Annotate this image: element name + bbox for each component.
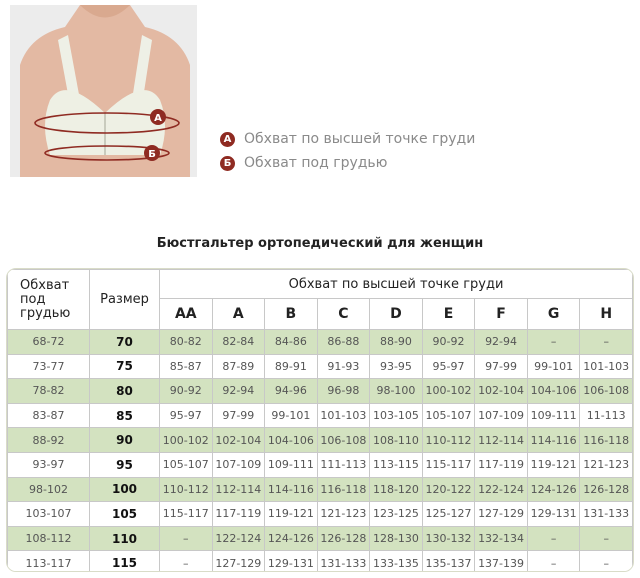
bust-range-cell: 120-122 — [422, 477, 475, 502]
table-row — [8, 403, 633, 428]
bust-range-cell: 127-129 — [475, 502, 528, 527]
table-row — [8, 551, 633, 572]
legend-label-underbust: Обхват под грудью — [244, 155, 388, 171]
band-size-cell: 80 — [90, 379, 160, 404]
cup-header: F — [475, 299, 528, 330]
bust-range-cell: 131-133 — [580, 502, 633, 527]
band-size-cell: 70 — [90, 330, 160, 355]
band-size-cell: 75 — [90, 354, 160, 379]
cup-header: C — [317, 299, 370, 330]
bust-range-cell: – — [580, 330, 633, 355]
bust-range-cell: 122-124 — [475, 477, 528, 502]
bust-range-cell: 103-105 — [370, 403, 423, 428]
bust-range-cell: 131-133 — [317, 551, 370, 572]
bust-range-cell: 112-114 — [475, 428, 528, 453]
header-underbust: Обхват под грудью — [8, 270, 90, 330]
bust-range-cell: 97-99 — [212, 403, 265, 428]
underbust-cell: 93-97 — [8, 452, 90, 477]
bust-range-cell: 121-123 — [580, 452, 633, 477]
bust-range-cell: 102-104 — [212, 428, 265, 453]
header-size: Размер — [90, 270, 160, 330]
table-row — [8, 330, 633, 355]
bust-range-cell: 116-118 — [580, 428, 633, 453]
table-row — [8, 502, 633, 527]
bust-range-cell: 119-121 — [265, 502, 318, 527]
bust-range-cell: 108-110 — [370, 428, 423, 453]
underbust-cell: 73-77 — [8, 354, 90, 379]
band-size-cell: 100 — [90, 477, 160, 502]
table-row — [8, 428, 633, 453]
bust-range-cell: 124-126 — [527, 477, 580, 502]
bust-range-cell: 117-119 — [212, 502, 265, 527]
bust-range-cell: 126-128 — [317, 526, 370, 551]
bra-measurement-illustration — [10, 5, 197, 177]
size-table-container — [6, 268, 634, 572]
bust-range-cell: 87-89 — [212, 354, 265, 379]
bust-range-cell: 90-92 — [422, 330, 475, 355]
bust-range-cell: 98-100 — [370, 379, 423, 404]
bust-range-cell: 84-86 — [265, 330, 318, 355]
bust-range-cell: 100-102 — [422, 379, 475, 404]
cup-header: AA — [160, 299, 213, 330]
bust-range-cell: 125-127 — [422, 502, 475, 527]
band-size-cell: 105 — [90, 502, 160, 527]
marker-a: А — [154, 113, 162, 124]
underbust-cell: 88-92 — [8, 428, 90, 453]
bust-range-cell: – — [160, 526, 213, 551]
table-row — [8, 379, 633, 404]
band-size-cell: 90 — [90, 428, 160, 453]
bust-range-cell: 122-124 — [212, 526, 265, 551]
bust-range-cell: 137-139 — [475, 551, 528, 572]
bust-range-cell: 101-103 — [317, 403, 370, 428]
table-row — [8, 526, 633, 551]
bust-range-cell: 88-90 — [370, 330, 423, 355]
bust-range-cell: 95-97 — [160, 403, 213, 428]
legend-label-bust: Обхват по высшей точке груди — [244, 131, 476, 147]
bust-range-cell: 132-134 — [475, 526, 528, 551]
legend-badge-a: А — [220, 132, 235, 147]
band-size-cell: 110 — [90, 526, 160, 551]
bust-range-cell: – — [527, 551, 580, 572]
cup-header: H — [580, 299, 633, 330]
underbust-cell: 78-82 — [8, 379, 90, 404]
underbust-cell: 98-102 — [8, 477, 90, 502]
bust-range-cell: 118-120 — [370, 477, 423, 502]
bust-range-cell: 104-106 — [527, 379, 580, 404]
bust-range-cell: – — [580, 551, 633, 572]
bust-range-cell: 106-108 — [580, 379, 633, 404]
bust-range-cell: 119-121 — [527, 452, 580, 477]
bust-range-cell: 99-101 — [527, 354, 580, 379]
bust-range-cell: 110-112 — [422, 428, 475, 453]
bust-range-cell: 93-95 — [370, 354, 423, 379]
bust-range-cell: – — [527, 526, 580, 551]
bust-range-cell: 115-117 — [422, 452, 475, 477]
bust-range-cell: 80-82 — [160, 330, 213, 355]
bust-range-cell: 110-112 — [160, 477, 213, 502]
legend-item-underbust — [220, 152, 475, 174]
bust-range-cell: 102-104 — [475, 379, 528, 404]
bust-range-cell: 92-94 — [475, 330, 528, 355]
band-size-cell: 85 — [90, 403, 160, 428]
bust-range-cell: 114-116 — [265, 477, 318, 502]
bust-range-cell: 95-97 — [422, 354, 475, 379]
legend-item-bust — [220, 128, 475, 150]
table-row — [8, 477, 633, 502]
bust-range-cell: 126-128 — [580, 477, 633, 502]
bust-range-cell: – — [160, 551, 213, 572]
bust-range-cell: 123-125 — [370, 502, 423, 527]
header-bust: Обхват по высшей точке груди — [160, 270, 633, 299]
bust-range-cell: 11-113 — [580, 403, 633, 428]
underbust-cell: 83-87 — [8, 403, 90, 428]
bust-range-cell: 90-92 — [160, 379, 213, 404]
band-size-cell: 115 — [90, 551, 160, 572]
bust-range-cell: 94-96 — [265, 379, 318, 404]
bust-range-cell: 129-131 — [265, 551, 318, 572]
underbust-cell: 68-72 — [8, 330, 90, 355]
bust-range-cell: 86-88 — [317, 330, 370, 355]
bust-range-cell: 92-94 — [212, 379, 265, 404]
bust-range-cell: 89-91 — [265, 354, 318, 379]
bust-range-cell: 107-109 — [475, 403, 528, 428]
bust-range-cell: 82-84 — [212, 330, 265, 355]
bust-range-cell: 124-126 — [265, 526, 318, 551]
table-body — [8, 330, 633, 573]
size-table — [7, 269, 633, 572]
measurement-legend — [220, 128, 475, 176]
underbust-cell: 108-112 — [8, 526, 90, 551]
bust-range-cell: 130-132 — [422, 526, 475, 551]
bust-range-cell: 106-108 — [317, 428, 370, 453]
bust-range-cell: 97-99 — [475, 354, 528, 379]
bust-range-cell: 133-135 — [370, 551, 423, 572]
bust-range-cell: 113-115 — [370, 452, 423, 477]
cup-header: A — [212, 299, 265, 330]
cup-header: E — [422, 299, 475, 330]
bust-range-cell: – — [527, 330, 580, 355]
table-row — [8, 452, 633, 477]
bust-range-cell: 101-103 — [580, 354, 633, 379]
bust-range-cell: 104-106 — [265, 428, 318, 453]
bust-range-cell: 99-101 — [265, 403, 318, 428]
bust-range-cell: 116-118 — [317, 477, 370, 502]
bust-range-cell: 114-116 — [527, 428, 580, 453]
bust-range-cell: 91-93 — [317, 354, 370, 379]
cup-header: G — [527, 299, 580, 330]
table-row — [8, 354, 633, 379]
bust-range-cell: 105-107 — [422, 403, 475, 428]
page-title: Бюстгальтер ортопедический для женщин — [156, 236, 484, 251]
legend-badge-b: Б — [220, 156, 235, 171]
bust-range-cell: 105-107 — [160, 452, 213, 477]
bust-range-cell: 121-123 — [317, 502, 370, 527]
band-size-cell: 95 — [90, 452, 160, 477]
bust-range-cell: 111-113 — [317, 452, 370, 477]
cup-header: B — [265, 299, 318, 330]
bust-range-cell: 129-131 — [527, 502, 580, 527]
bust-range-cell: – — [580, 526, 633, 551]
underbust-cell: 103-107 — [8, 502, 90, 527]
bust-range-cell: 100-102 — [160, 428, 213, 453]
bust-range-cell: 135-137 — [422, 551, 475, 572]
bust-range-cell: 115-117 — [160, 502, 213, 527]
bust-range-cell: 107-109 — [212, 452, 265, 477]
cup-header: D — [370, 299, 423, 330]
bust-range-cell: 96-98 — [317, 379, 370, 404]
bust-range-cell: 127-129 — [212, 551, 265, 572]
product-photo — [10, 5, 197, 177]
bust-range-cell: 109-111 — [527, 403, 580, 428]
underbust-cell: 113-117 — [8, 551, 90, 572]
bust-range-cell: 112-114 — [212, 477, 265, 502]
bust-range-cell: 85-87 — [160, 354, 213, 379]
bust-range-cell: 128-130 — [370, 526, 423, 551]
bust-range-cell: 109-111 — [265, 452, 318, 477]
marker-b: Б — [148, 149, 156, 160]
bust-range-cell: 117-119 — [475, 452, 528, 477]
